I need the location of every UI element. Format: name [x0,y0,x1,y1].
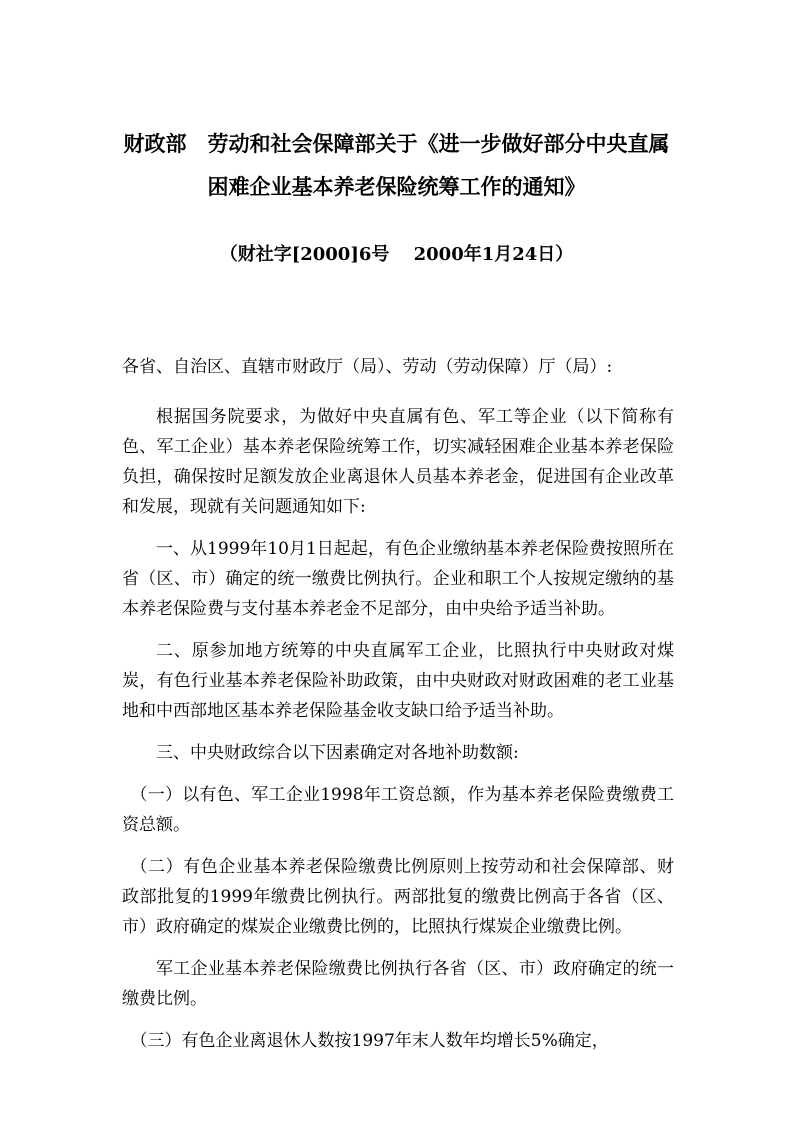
paragraph-item-1: 一、从1999年10月1日起起，有色企业缴纳基本养老保险费按照所在省（区、市）确定的统一缴费比例执行。企业和职工个人按规定缴纳的基本养老保险费与支付基本养老金不足部分，由中央给予适当补助。 [122,539,674,619]
document-subtitle: （财社字[2000]6号 2000年1月24日） [219,244,574,265]
paragraph-sub-2: （二）有色企业基本养老保险缴费比例原则上按劳动和社会保障部、财政部批复的1999年缴费比例执行。两部批复的缴费比例高于各省（区、市）政府确定的煤炭企业缴费比例的，比照执行煤炭企业缴费比例。 [122,857,674,937]
document-title-line-2: 困难企业基本养老保险统筹工作的通知》 [207,174,586,199]
document-title-line-1: 财政部 劳动和社会保障部关于《进一步做好部分中央直属 [123,131,670,156]
addressee: 各省、自治区、直辖市财政厅（局）、劳动（劳动保障）厅（局）: [122,357,613,377]
paragraph-item-3: 三、中央财政综合以下因素确定对各地补助数额: [156,743,519,763]
paragraph-sub-1: （一）以有色、军工企业1998年工资总额，作为基本养老保险费缴费工资总额。 [122,785,674,835]
paragraph-intro: 根据国务院要求，为做好中央直属有色、军工等企业（以下简称有色、军工企业）基本养老保险统筹工作，切实减轻困难企业基本养老保险负担，确保按时足额发放企业离退休人员基本养老金，促进国有企业改革和发展，现就有关问题通知如下: [122,407,674,517]
document-body [122,352,674,1068]
paragraph-item-2: 二、原参加地方统筹的中央直属军工企业，比照执行中央财政对煤炭，有色行业基本养老保险补助政策，由中央财政对财政困难的老工业基地和中西部地区基本养老保险基金收支缺口给予适当补助。 [122,641,674,721]
paragraph-military: 军工企业基本养老保险缴费比例执行各省（区、市）政府确定的统一缴费比例。 [122,959,674,1009]
paragraph-sub-3: （三）有色企业离退休人数按1997年末人数年均增长5%确定， [130,1031,609,1051]
